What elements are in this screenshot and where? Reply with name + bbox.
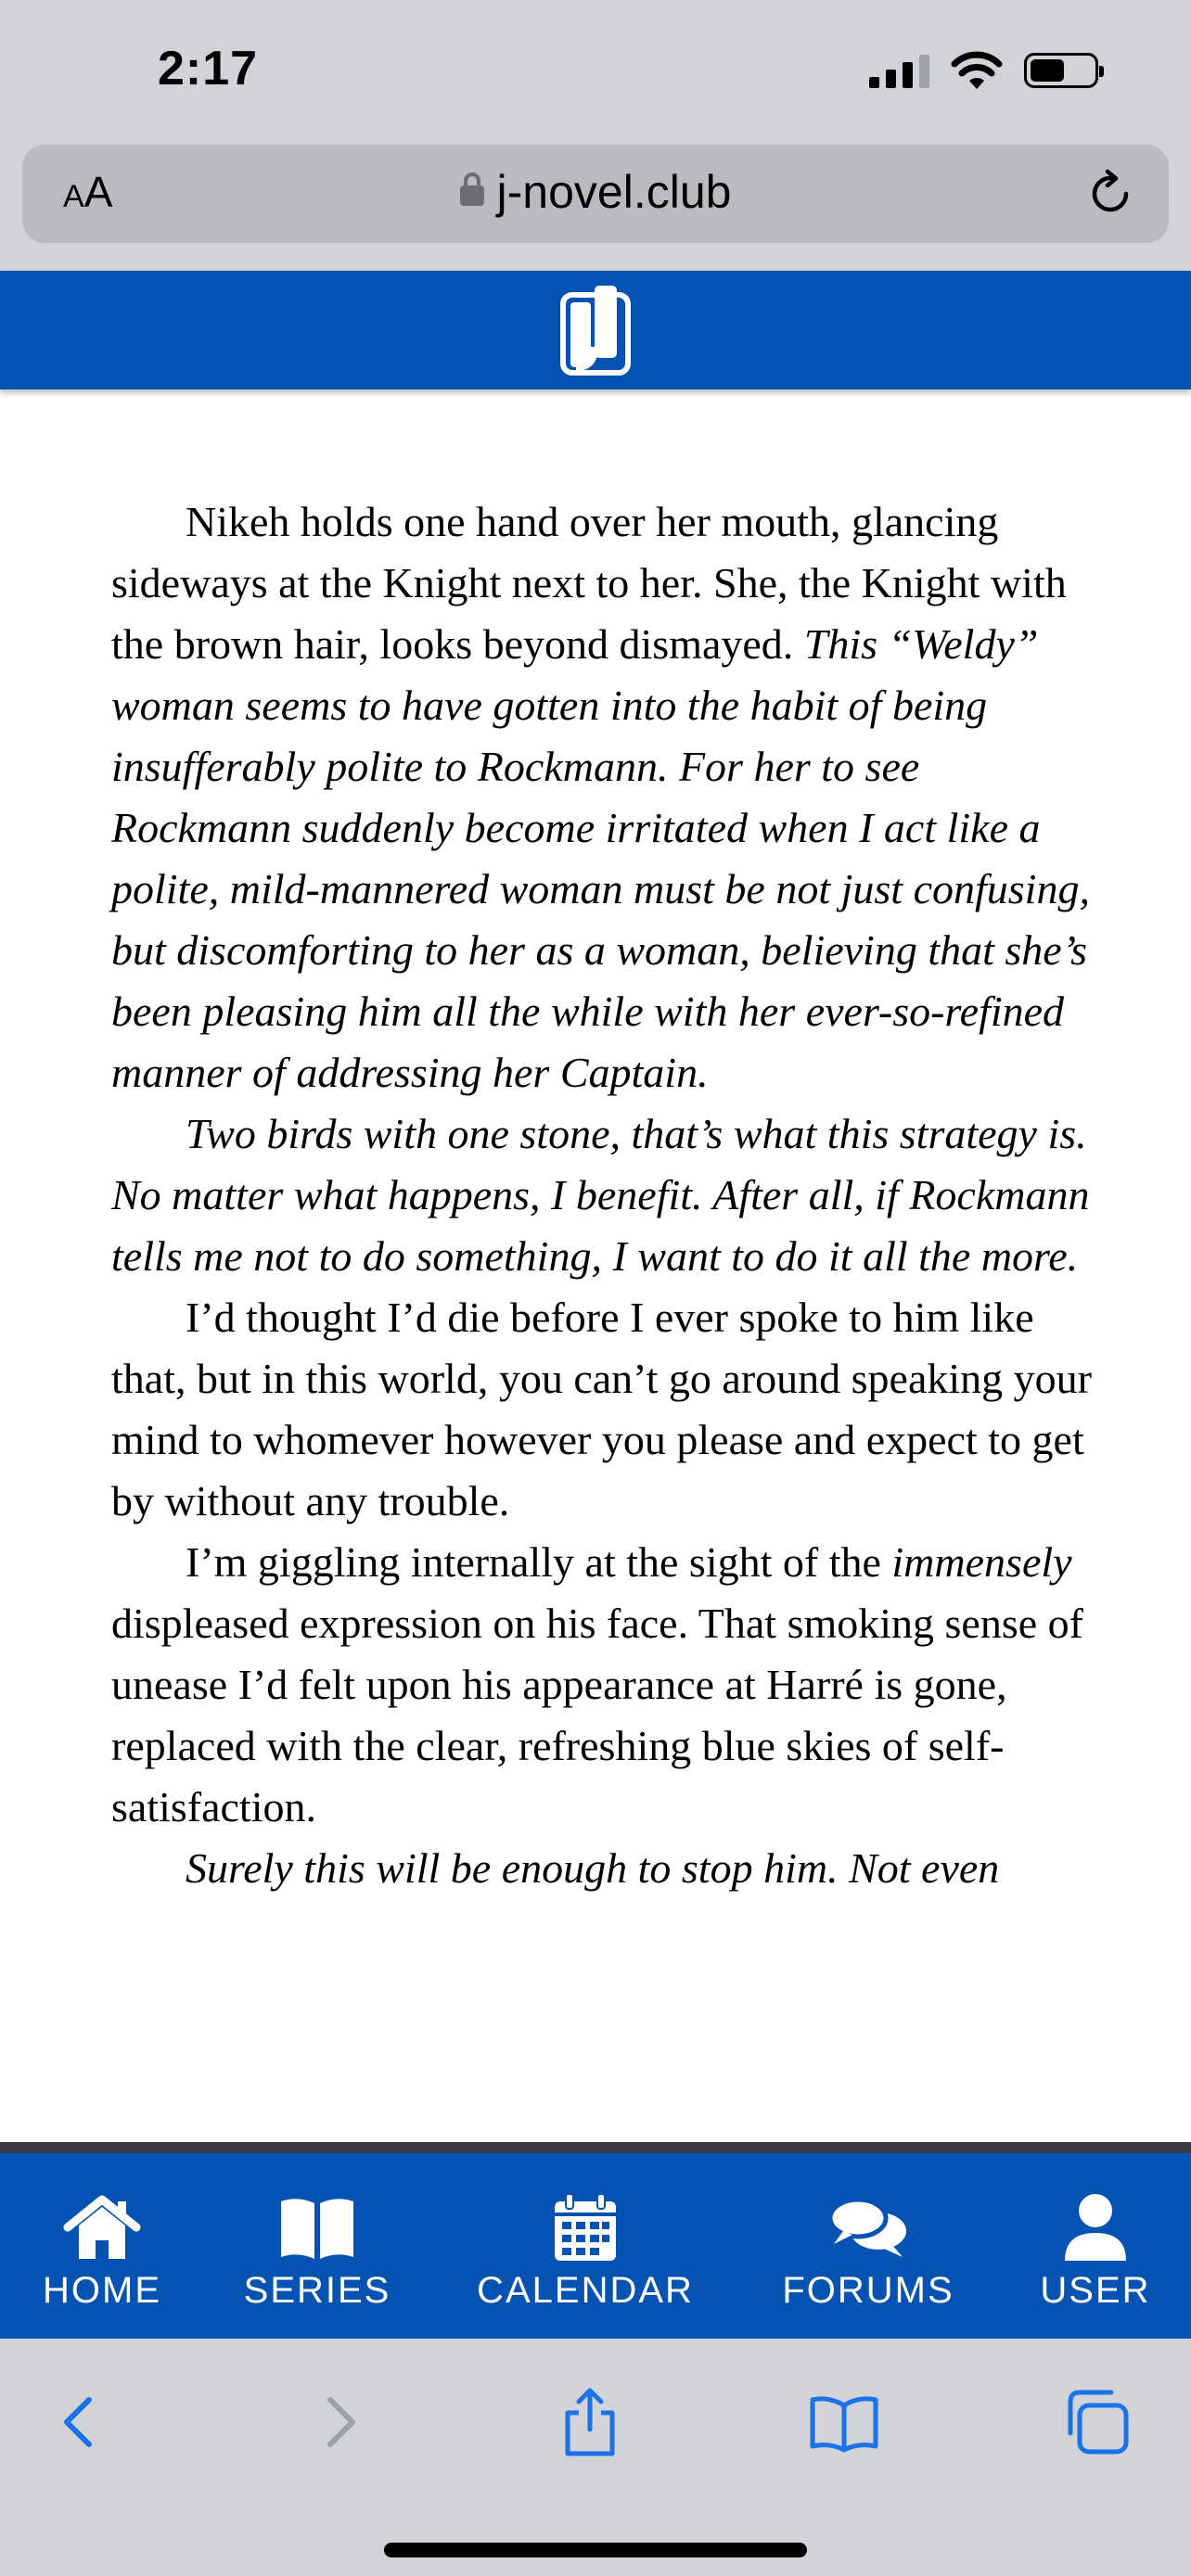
status-icons (869, 45, 1098, 96)
text-segment: displeased expression on his face. That smoking sense of unease I’d felt upon his appearance at Harré is gone, replaced with the clear, refreshing blue skies of self-satisfaction. (111, 1600, 1083, 1830)
back-button[interactable] (43, 2385, 117, 2459)
italic-text-segment: This “Weldy” woman seems to have gotten into the habit of being insufferably polite to Rockmann. For her to see Rockmann suddenly become irritated when I act like a polite, mild-mannered woman must be not just confusing, but discomforting to her as a woman, believing that she’s been pleasing him all the while with her ever-so-refined manner of addressing her Captain. (111, 620, 1090, 1096)
nav-forums-label: FORUMS (782, 2270, 954, 2311)
user-icon (1054, 2192, 1137, 2263)
tabs-button[interactable] (1059, 2385, 1133, 2459)
paragraph (111, 1838, 1095, 1899)
nav-divider (0, 2142, 1191, 2153)
status-time: 2:17 (158, 42, 259, 96)
forward-button[interactable] (302, 2385, 377, 2459)
paragraph (111, 1287, 1095, 1532)
nav-calendar[interactable] (471, 2192, 699, 2312)
url-text: j-novel.club (496, 166, 732, 218)
calendar-icon (544, 2192, 627, 2263)
forward-icon (302, 2385, 377, 2459)
nav-series-label: SERIES (243, 2270, 391, 2311)
reload-icon[interactable] (1085, 169, 1135, 219)
cellular-signal-icon (869, 53, 929, 88)
battery-icon (1024, 53, 1098, 88)
text-size-button[interactable]: AA (63, 168, 113, 216)
lock-icon (460, 182, 484, 210)
nav-home[interactable] (35, 2192, 169, 2312)
text-segment: I’m giggling internally at the sight of the (186, 1538, 892, 1586)
nav-calendar-label: CALENDAR (477, 2270, 694, 2311)
chapter-text (111, 491, 1095, 1899)
site-bottom-nav (0, 2153, 1191, 2339)
paragraph (111, 491, 1095, 1103)
home-icon (60, 2192, 144, 2263)
forums-icon (826, 2192, 910, 2263)
italic-text-segment: Two birds with one stone, that’s what this strategy is. No matter what happens, I benefit. After all, if Rockmann tells me not to do something, I want to do it all the more. (111, 1110, 1090, 1280)
text-segment: I’d thought I’d die before I ever spoke to him like that, but in this world, you can’t go around speaking your mind to whomever however you please and expect to get by without any trouble. (111, 1294, 1092, 1524)
italic-text-segment: Surely this will be enough to stop him. Not even (186, 1844, 1000, 1892)
tabs-icon (1059, 2385, 1133, 2459)
nav-forums[interactable] (775, 2192, 961, 2312)
nav-series[interactable] (243, 2192, 391, 2312)
home-indicator (384, 2543, 807, 2557)
share-button[interactable] (553, 2385, 627, 2459)
nav-user-label: USER (1040, 2270, 1151, 2311)
j-novel-club-logo[interactable] (557, 282, 634, 378)
site-header (0, 271, 1191, 389)
bookmarks-button[interactable] (807, 2385, 881, 2459)
paragraph (111, 1532, 1095, 1838)
nav-home-label: HOME (43, 2270, 161, 2311)
book-icon (275, 2192, 359, 2263)
back-icon (43, 2385, 117, 2459)
address-bar[interactable] (22, 145, 1169, 243)
italic-text-segment: immensely (891, 1538, 1072, 1586)
wifi-icon (950, 50, 1004, 91)
text-segment: Nikeh holds one hand over her mouth, glancing sideways at the Knight next to her. She, the Knight with the brown hair, looks beyond dismayed. (111, 498, 1067, 668)
paragraph (111, 1103, 1095, 1287)
browser-top-chrome (0, 0, 1191, 271)
browser-toolbar (0, 2339, 1191, 2576)
bookmarks-icon (807, 2385, 881, 2459)
nav-user[interactable] (1035, 2192, 1156, 2312)
url-display[interactable] (22, 165, 1169, 219)
share-icon (553, 2385, 627, 2459)
